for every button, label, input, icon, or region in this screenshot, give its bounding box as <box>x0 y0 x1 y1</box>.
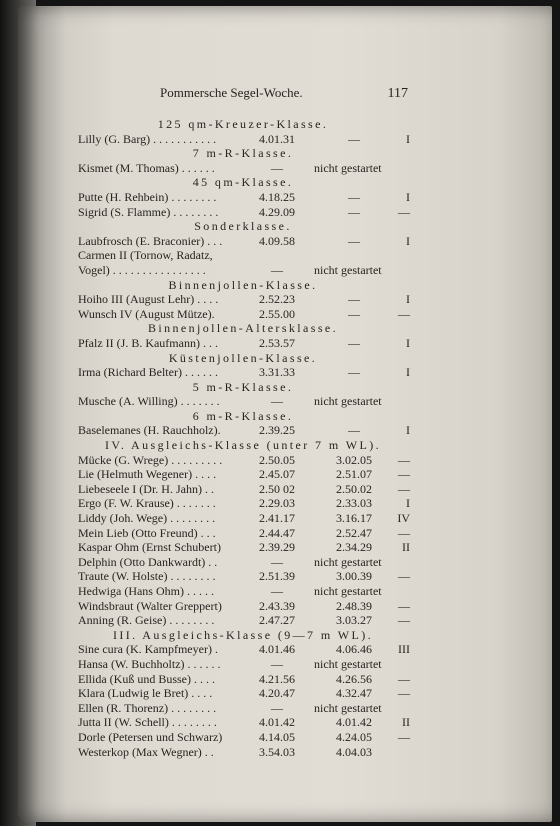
corrected-time: nicht gestartet <box>314 160 382 175</box>
corrected-time: nicht gestartet <box>314 584 382 598</box>
corrected-time: 4.01.42 <box>336 715 372 730</box>
sailing-time: 2.39.25 <box>259 423 295 438</box>
boat-owner: Carmen II (Tornow, Radatz, <box>78 248 213 263</box>
sailing-time: 2.55.00 <box>259 306 295 321</box>
sailing-time: 4.29.09 <box>259 204 295 219</box>
placing: — <box>398 729 410 744</box>
result-row <box>78 569 408 584</box>
boat-owner: Ellida (Kuß und Busse) . . . . <box>78 671 215 686</box>
result-row <box>78 511 408 526</box>
sailing-time: 2.47.27 <box>259 613 295 628</box>
corrected-time: — <box>348 189 360 204</box>
boat-owner: Hoiho III (August Lehr) . . . . <box>78 292 219 307</box>
result-row <box>78 584 408 599</box>
book-page <box>18 6 552 822</box>
sailing-time: 4.21.56 <box>259 671 295 686</box>
corrected-time: 2.50.02 <box>336 481 372 496</box>
result-row <box>78 701 408 716</box>
placing: — <box>398 481 410 496</box>
boat-owner: Wunsch IV (August Mütze). <box>78 306 215 321</box>
sailing-time: 3.31.33 <box>259 365 295 380</box>
corrected-time: — <box>348 233 360 248</box>
corrected-time: nicht gestartet <box>314 262 382 277</box>
corrected-time: 4.06.46 <box>336 642 372 657</box>
boat-owner: Mücke (G. Wrege) . . . . . . . . . <box>78 452 223 467</box>
boat-owner: Kaspar Ohm (Ernst Schubert) <box>78 540 221 555</box>
corrected-time: 4.24.05 <box>336 729 372 744</box>
result-row <box>78 599 408 614</box>
sailing-time: 4.09.58 <box>259 233 295 248</box>
page-content <box>78 86 408 759</box>
boat-owner: Klara (Ludwig le Bret) . . . . <box>78 686 213 701</box>
corrected-time: nicht gestartet <box>314 700 382 715</box>
sailing-time: — <box>271 554 283 569</box>
class-heading: III. Ausgleichs-Klasse (9—7 m WL). <box>112 627 373 642</box>
corrected-time: 3.16.17 <box>336 511 372 526</box>
sailing-time: — <box>271 394 283 409</box>
placing: I <box>406 189 410 204</box>
boat-owner: Dorle (Petersen und Schwarz) <box>78 729 223 744</box>
boat-owner: Laubfrosch (E. Braconier) . . . <box>78 233 223 248</box>
boat-owner: Baselemanes (H. Rauchholz). <box>78 423 221 438</box>
placing: II <box>402 540 410 555</box>
corrected-time: — <box>348 306 360 321</box>
placing: I <box>406 292 410 307</box>
boat-owner: Delphin (Otto Dankwardt) . . <box>78 554 218 569</box>
sailing-time: — <box>271 160 283 175</box>
boat-owner: Sine cura (K. Kampfmeyer) . <box>78 642 218 657</box>
corrected-time: nicht gestartet <box>314 554 382 569</box>
corrected-time: 4.04.03 <box>336 744 372 759</box>
boat-owner: Musche (A. Willing) . . . . . . . <box>78 394 220 409</box>
class-heading: IV. Ausgleichs-Klasse (unter 7 m WL). <box>105 438 381 453</box>
sailing-time: 2.45.07 <box>259 467 295 482</box>
sailing-time: 2.51.39 <box>259 569 295 584</box>
boat-owner: Irma (Richard Belter) . . . . . . <box>78 365 218 380</box>
class-heading: 6 m-R-Klasse. <box>192 408 294 423</box>
boat-owner: Ellen (R. Thorenz) . . . . . . . . <box>78 700 217 715</box>
placing: IV <box>397 511 410 526</box>
corrected-time: — <box>348 335 360 350</box>
corrected-time: — <box>348 423 360 438</box>
sailing-time: 3.54.03 <box>259 744 295 759</box>
corrected-time: 2.52.47 <box>336 525 372 540</box>
result-row <box>78 686 408 701</box>
placing: III <box>398 642 410 657</box>
sailing-time: 4.20.47 <box>259 686 295 701</box>
placing: — <box>398 569 410 584</box>
result-row <box>78 613 408 628</box>
corrected-time: 2.51.07 <box>336 467 372 482</box>
result-row <box>78 526 408 541</box>
boat-owner: Anning (R. Geise) . . . . . . . . <box>78 613 215 628</box>
header-title: Pommersche Segel-Woche. <box>160 85 303 100</box>
result-row <box>78 234 408 249</box>
placing: — <box>398 671 410 686</box>
corrected-time: 2.34.29 <box>336 540 372 555</box>
placing: — <box>398 306 410 321</box>
boat-owner: Hedwiga (Hans Ohm) . . . . . <box>78 584 214 598</box>
class-heading: 5 m-R-Klasse. <box>192 379 294 394</box>
class-heading: Sonderklasse. <box>194 219 292 234</box>
sailing-time: 2.43.39 <box>259 598 295 613</box>
result-row <box>78 672 408 687</box>
result-row <box>78 205 408 220</box>
sailing-time: 4.01.42 <box>259 715 295 730</box>
result-row <box>78 540 408 555</box>
running-header <box>78 86 408 106</box>
placing: I <box>406 365 410 380</box>
result-row <box>78 496 408 511</box>
corrected-time: 4.26.56 <box>336 671 372 686</box>
corrected-time: — <box>348 365 360 380</box>
sailing-time: 4.14.05 <box>259 729 295 744</box>
result-row <box>78 555 408 570</box>
placing: I <box>406 233 410 248</box>
placing: I <box>406 496 410 511</box>
page-number: 117 <box>387 86 408 101</box>
boat-owner: Kismet (M. Thomas) . . . . . . <box>78 160 215 175</box>
placing: — <box>398 686 410 701</box>
sailing-time: — <box>271 584 283 598</box>
result-row <box>78 467 408 482</box>
boat-owner: Ergo (F. W. Krause) . . . . . . . <box>78 496 216 511</box>
result-row <box>78 715 408 730</box>
sailing-time: 2.52.23 <box>259 292 295 307</box>
result-row <box>78 263 408 278</box>
boat-owner: Liddy (Joh. Wege) . . . . . . . . <box>78 511 216 526</box>
result-row <box>78 394 408 409</box>
sailing-time: 2.29.03 <box>259 496 295 511</box>
result-row <box>78 642 408 657</box>
sailing-time: 4.18.25 <box>259 189 295 204</box>
corrected-time: 3.00.39 <box>336 569 372 584</box>
corrected-time: 4.32.47 <box>336 686 372 701</box>
boat-owner: Windsbraut (Walter Greppert) <box>78 598 222 613</box>
class-heading: 125 qm-Kreuzer-Klasse. <box>157 117 329 131</box>
sailing-time: 4.01.31 <box>259 131 295 146</box>
placing: — <box>398 613 410 628</box>
class-heading: 7 m-R-Klasse. <box>192 146 294 161</box>
placing: II <box>402 715 410 730</box>
result-row <box>78 745 408 760</box>
corrected-time: 2.33.03 <box>336 496 372 511</box>
boat-owner: Putte (H. Rehbein) . . . . . . . . <box>78 189 217 204</box>
boat-owner: Sigrid (S. Flamme) . . . . . . . . <box>78 204 219 219</box>
corrected-time: nicht gestartet <box>314 656 382 671</box>
result-row <box>78 453 408 468</box>
result-row <box>78 190 408 205</box>
corrected-time: 2.48.39 <box>336 598 372 613</box>
boat-owner: Westerkop (Max Wegner) . . <box>78 744 214 759</box>
sailing-time: 2.39.29 <box>259 540 295 555</box>
sailing-time: 4.01.46 <box>259 642 295 657</box>
boat-owner: Hansa (W. Buchholtz) . . . . . . <box>78 656 221 671</box>
result-row <box>78 292 408 307</box>
result-row <box>78 657 408 672</box>
boat-owner: Lilly (G. Barg) . . . . . . . . . . . <box>78 131 217 146</box>
result-row <box>78 307 408 322</box>
result-row <box>78 248 408 263</box>
class-heading: 45 qm-Klasse. <box>192 175 294 190</box>
placing: I <box>406 131 410 146</box>
sailing-time: — <box>271 700 283 715</box>
sailing-time: 2.50.05 <box>259 452 295 467</box>
placing: I <box>406 335 410 350</box>
result-row <box>78 730 408 745</box>
boat-owner: Jutta II (W. Schell) . . . . . . . . <box>78 715 217 730</box>
result-row <box>78 365 408 380</box>
sailing-time: 2.50 02 <box>259 481 295 496</box>
sailing-time: — <box>271 656 283 671</box>
boat-owner: Liebeseele I (Dr. H. Jahn) . . <box>78 481 214 496</box>
placing: I <box>406 423 410 438</box>
sailing-time: 2.53.57 <box>259 335 295 350</box>
corrected-time: — <box>348 292 360 307</box>
placing: — <box>398 452 410 467</box>
corrected-time: — <box>348 204 360 219</box>
corrected-time: nicht gestartet <box>314 394 382 409</box>
boat-owner: Vogel) . . . . . . . . . . . . . . . . <box>78 262 206 277</box>
placing: — <box>398 204 410 219</box>
corrected-time: 3.03.27 <box>336 613 372 628</box>
result-row <box>78 132 408 147</box>
boat-owner: Lie (Helmuth Wegener) . . . . <box>78 467 217 482</box>
sailing-time: — <box>271 262 283 277</box>
result-row <box>78 482 408 497</box>
boat-owner: Traute (W. Holste) . . . . . . . . <box>78 569 216 584</box>
placing: — <box>398 467 410 482</box>
class-heading: Küstenjollen-Klasse. <box>168 350 318 365</box>
result-row <box>78 423 408 438</box>
boat-owner: Pfalz II (J. B. Kaufmann) . . . <box>78 335 218 350</box>
placing: — <box>398 525 410 540</box>
result-row <box>78 161 408 176</box>
corrected-time: 3.02.05 <box>336 452 372 467</box>
class-heading: Binnenjollen-Klasse. <box>168 277 318 292</box>
corrected-time: — <box>348 131 360 146</box>
results-list <box>78 117 408 759</box>
sailing-time: 2.44.47 <box>259 525 295 540</box>
sailing-time: 2.41.17 <box>259 511 295 526</box>
boat-owner: Mein Lieb (Otto Freund) . . . <box>78 525 216 540</box>
class-heading: Binnenjollen-Altersklasse. <box>147 321 339 336</box>
placing: — <box>398 598 410 613</box>
result-row <box>78 336 408 351</box>
